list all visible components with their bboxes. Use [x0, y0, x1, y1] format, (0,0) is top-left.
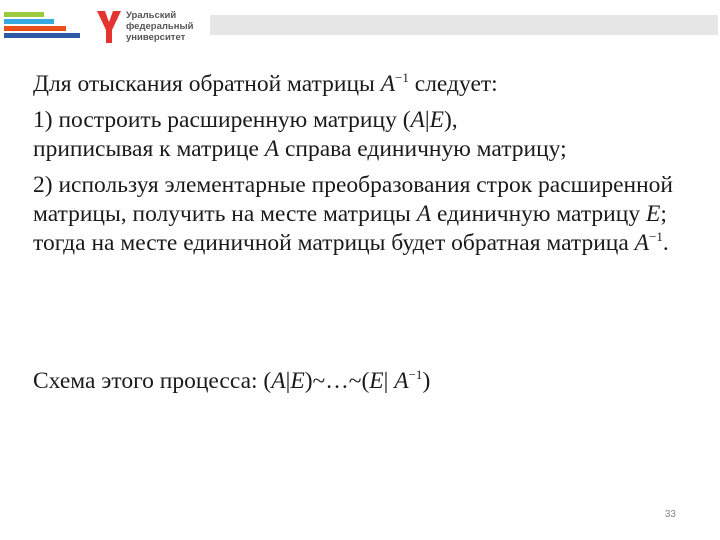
stripe-blue	[4, 19, 54, 24]
page-number: 33	[664, 509, 676, 520]
paragraph-intro: Для отыскания обратной матрицы $A^{-1}$ следует:	[33, 70, 498, 97]
logo-line: федеральный	[126, 21, 194, 32]
logo-line: Уральский	[126, 10, 177, 21]
university-logo-icon	[96, 10, 122, 44]
university-logo-text	[126, 10, 193, 43]
slide-body	[33, 70, 693, 265]
paragraph-step-1: 1) построить расширенную матрицу (A|E), приписывая к матрице A справа единичную матрицу;	[33, 107, 567, 162]
stripe-navy	[4, 33, 80, 38]
stripe-red	[4, 26, 66, 31]
header-bar	[210, 15, 718, 35]
header-stripes	[4, 12, 92, 42]
logo-line: университет	[126, 32, 186, 43]
paragraph-step-2: 2) используя элементарные преобразования строк расширенной матрицы, получить на месте матрицы A единичную матрицу E; тогда на месте единичной матрицы будет обратная матрица $A^{-1}$.	[33, 172, 673, 256]
process-scheme: Схема этого процесса: (A|E)~…~(E| $A^{-1}$)	[33, 367, 431, 394]
stripe-green	[4, 12, 44, 17]
